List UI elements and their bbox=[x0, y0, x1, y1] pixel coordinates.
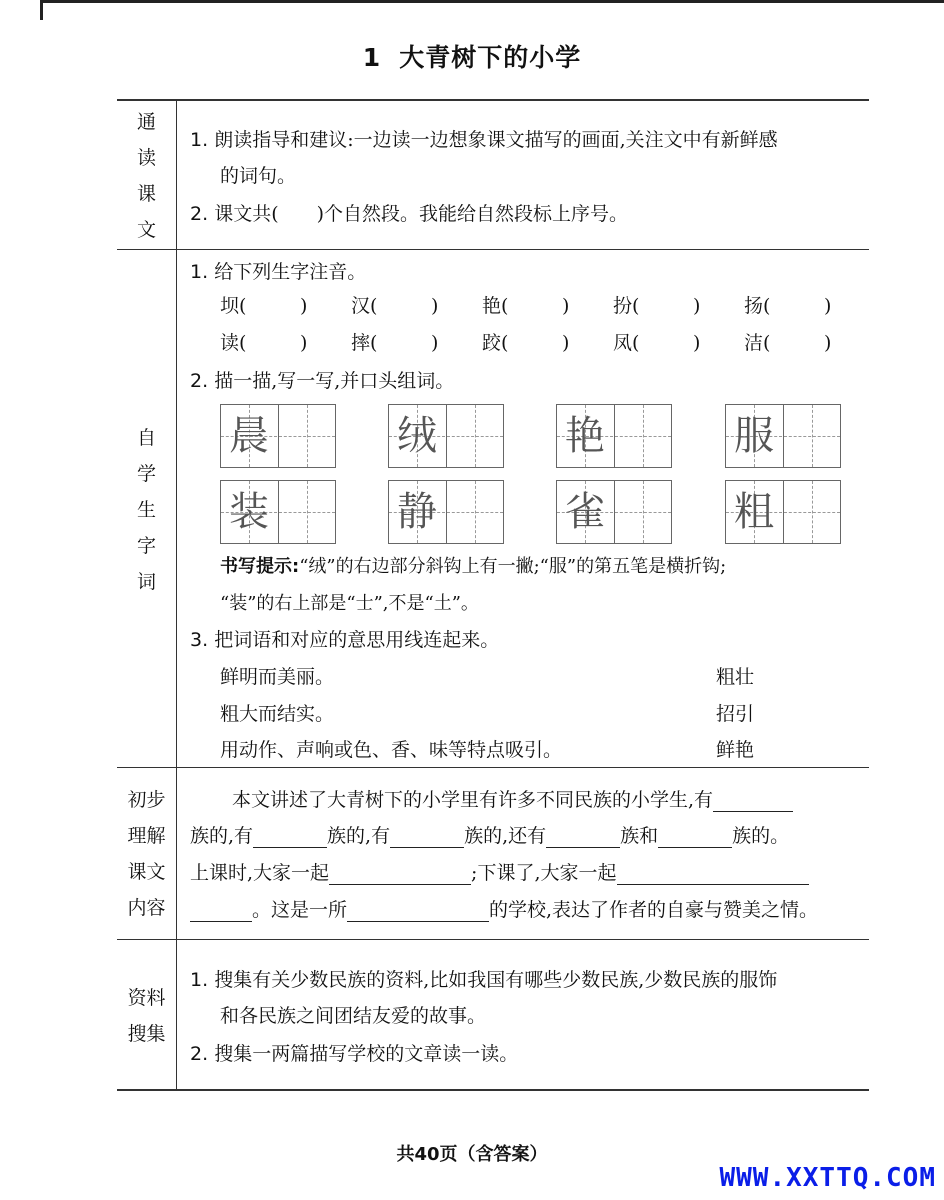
answer-blank[interactable] bbox=[390, 827, 464, 848]
summary-line-2: 族的,有 族的,有 族的,还有 族和 族的。 bbox=[190, 825, 790, 847]
matching-left-1[interactable]: 鲜明而美丽。 bbox=[220, 666, 335, 688]
section-label-research: 资料 搜集 bbox=[127, 987, 166, 1045]
answer-blank[interactable] bbox=[713, 791, 793, 812]
section-label-read: 通 读 课 文 bbox=[136, 111, 156, 241]
row-divider bbox=[117, 939, 869, 940]
writing-grid-row-1 bbox=[220, 404, 844, 468]
section-label-understand: 初步 理解 课文 内容 bbox=[127, 789, 166, 919]
matching-right-2[interactable]: 招引 bbox=[716, 703, 755, 725]
page-title: 1 大青树下的小学 bbox=[362, 43, 582, 72]
read-item-1-cont: 的词句。 bbox=[220, 165, 297, 187]
pinyin-row-1: 坝( ) 汉( ) 艳( ) 扮( ) 扬( ) bbox=[220, 295, 832, 317]
writing-cell[interactable]: 绒 bbox=[388, 404, 504, 468]
answer-blank[interactable] bbox=[347, 901, 489, 922]
top-border bbox=[40, 0, 944, 3]
writing-cell[interactable]: 雀 bbox=[556, 480, 672, 544]
page-footer: 共40页（含答案） bbox=[396, 1144, 548, 1165]
table-top-rule bbox=[117, 99, 869, 101]
column-divider bbox=[176, 100, 177, 1090]
writing-cell[interactable]: 静 bbox=[388, 480, 504, 544]
writing-question: 2. 描一描,写一写,并口头组词。 bbox=[190, 370, 455, 392]
row-divider bbox=[117, 249, 869, 250]
writing-cell[interactable]: 服 bbox=[725, 404, 841, 468]
summary-line-1: 本文讲述了大青树下的小学里有许多不同民族的小学生,有 bbox=[232, 788, 793, 812]
matching-question: 3. 把词语和对应的意思用线连起来。 bbox=[190, 629, 500, 651]
writing-hint-cont: “装”的右上部是“士”,不是“土”。 bbox=[220, 593, 479, 614]
answer-blank[interactable] bbox=[546, 827, 620, 848]
left-border bbox=[40, 0, 43, 20]
research-item-2: 2. 搜集一两篇描写学校的文章读一读。 bbox=[190, 1043, 519, 1065]
pinyin-question: 1. 给下列生字注音。 bbox=[190, 261, 367, 283]
answer-blank[interactable] bbox=[329, 864, 471, 885]
read-item-2: 2. 课文共( )个自然段。我能给自然段标上序号。 bbox=[190, 203, 629, 225]
writing-hint: 书写提示:“绒”的右边部分斜钩上有一撇;“服”的第五笔是横折钩; bbox=[220, 556, 727, 577]
pinyin-row-2: 读( ) 摔( ) 跤( ) 凤( ) 洁( ) bbox=[220, 332, 832, 354]
answer-blank[interactable] bbox=[190, 901, 252, 922]
summary-line-3: 上课时,大家一起 ;下课了,大家一起 bbox=[190, 861, 809, 885]
research-item-1: 1. 搜集有关少数民族的资料,比如我国有哪些少数民族,少数民族的服饰 bbox=[190, 969, 778, 991]
writing-cell[interactable]: 艳 bbox=[556, 404, 672, 468]
section-label-self-study: 自 学 生 字 词 bbox=[136, 427, 156, 593]
summary-line-4: 。这是一所 的学校,表达了作者的自豪与赞美之情。 bbox=[190, 898, 818, 922]
writing-cell[interactable]: 粗 bbox=[725, 480, 841, 544]
matching-left-3[interactable]: 用动作、声响或色、香、味等特点吸引。 bbox=[220, 739, 563, 761]
table-bottom-rule bbox=[117, 1089, 869, 1091]
matching-left-2[interactable]: 粗大而结实。 bbox=[220, 703, 335, 725]
writing-cell[interactable]: 晨 bbox=[220, 404, 336, 468]
read-item-1: 1. 朗读指导和建议:一边读一边想象课文描写的画面,关注文中有新鲜感 bbox=[190, 129, 778, 151]
matching-right-3[interactable]: 鲜艳 bbox=[716, 739, 755, 761]
row-divider bbox=[117, 767, 869, 768]
answer-blank[interactable] bbox=[658, 827, 732, 848]
research-item-1-cont: 和各民族之间团结友爱的故事。 bbox=[220, 1005, 487, 1027]
answer-blank[interactable] bbox=[617, 864, 809, 885]
watermark: WWW.XXTTQ.COM bbox=[719, 1163, 936, 1193]
answer-blank[interactable] bbox=[253, 827, 327, 848]
matching-right-1[interactable]: 粗壮 bbox=[716, 666, 755, 688]
writing-grid-row-2 bbox=[220, 480, 844, 544]
writing-cell[interactable]: 装 bbox=[220, 480, 336, 544]
